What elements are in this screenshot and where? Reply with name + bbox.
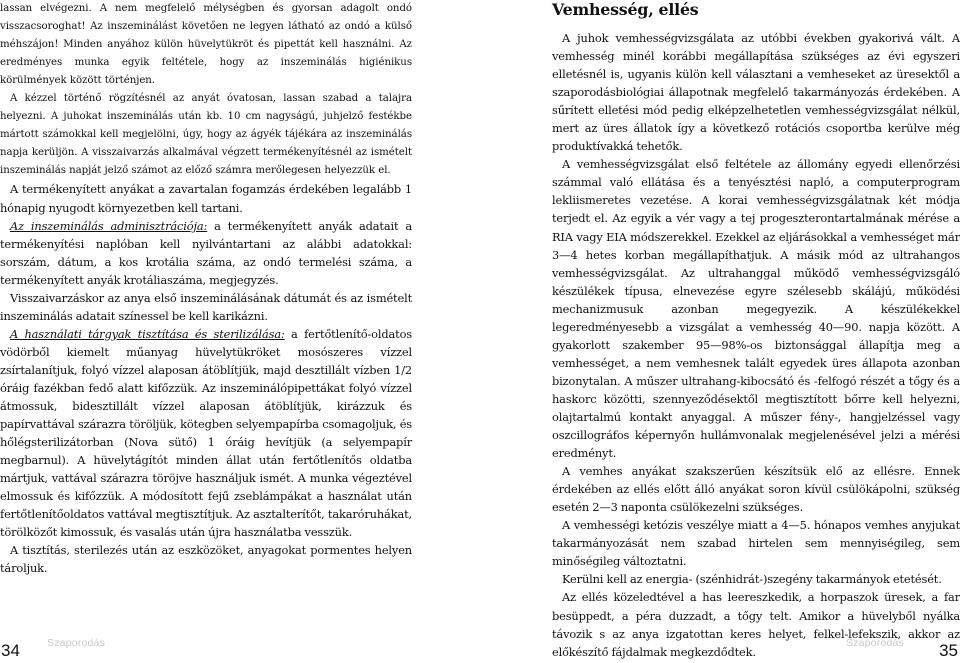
right-paragraph-2: A vemhességvizsgálat első feltétele az állomány egyedi ellenőrzési számmal való ellátása és a tenyésztési napló, a computerprogram lekliismeretes vezetése. A korai vemhességvizsgálatnak két módja terjedt el. Az egyik a vér vagy a tej progeszterontartalmának mérése a RIA vagy EIA módszerekkel. Ezekkel az eljárásokkal a vemhességet már 3—4 hetes korban megállapíthatjuk. A másik mód az ultrahangos vemhességvizsgálat. Az ultrahanggal működő vemhességvizsgáló készülékek típusa, elnevezése egyre szélesebb skálájú, működési mechanizmusuk azonban megegyezik. A készülékekkel legeredményesebb a vizsgálat a vemhesség 40—90. napja között. A gyakorlott szakember 95—98%-os biztonsággal állapítja meg a vemhességet, a nem vemhesnek talált egyedek üres állapota azonban bizonytalan. A műszer ultrahang-kibocsátó és -felfogó részét a tőgy és a haskorc közötti, szennyeződésektől megtisztított bőrre kell helyezni, olajtartalmú kontakt anyaggal. A műszer fény-, hangjelzéssel vagy oszcillográfos képernyőn hullámvonalak megjelenésével jelzi a mérési eredményt. — [552, 157, 960, 461]
left-paragraph-2: A kézzel történő rögzítésnél az anyát óvatosan, lassan szabad a talajra helyezni. A juhokat inszeminálás után kb. 10 cm nagyságú, juhjelző festékbe mártott számokkal kell megjelölni, úgy, hogy az ágyék tájékára az inszeminálás napja kerüljön. A visszaivarzás alkalmával végzett termékenyítésnél az ismételt inszeminálás napját jelző számot az előző számra merőlegesen helyezzük el. — [0, 93, 412, 177]
running-head-left: Szaporodás — [47, 637, 106, 649]
right-paragraph-3: A vemhes anyákat szakszerűen készítsük elő az ellésre. Ennek érdekében az ellés előtt álló anyákat soron kívül csülökápolni, szükség esetén 2—3 naponta csülökezelni szükséges. — [552, 464, 960, 515]
left-paragraph-5: Visszaivarzáskor az anya első inszeminálásának dátumát és az ismételt inszeminálás adatait színessel be kell karikázni. — [0, 290, 412, 323]
right-paragraph-5: Kerülni kell az energia- (szénhidrát-)szegény takarmányok etetését. — [562, 572, 942, 587]
left-paragraph-1: lassan elvégezni. A nem megfelelő mélységben és gyorsan adagolt ondó visszacsoroghat! Az inszeminálást követően ne legyen látható az ondó a külső méhszájon! Minden anyához külön hüvelytükröt és pipettát kell használni. Az eredményes munka egyik feltétele, hogy az inszeminálás higiénikus körülmények között történjen. — [0, 3, 412, 87]
section-heading: Vemhesség, ellés — [552, 0, 699, 19]
right-paragraph-1: A juhok vemhességvizsgálata az utóbbi években gyakorivá vált. A vemhesség minél korábbi megállapítása szükséges az évi egyszeri elletésnél is, ugyanis külön kell választani a vemheseket az üresektől a szaporodásbiológiai állapotnak megfelelő takarmányozás érdekében. A sűrített elletési mód pedig elképzelhetetlen vemhességvizsgálat nélkül, mert az üres állatok így a következő rotációs csoportba kerülve még produktívakká tehetők. — [552, 31, 960, 154]
page-number-right: 35 — [939, 641, 958, 660]
page-number-left: 34 — [1, 641, 20, 660]
paragraph-lead-administration: Az inszeminálás adminisztrációja: — [10, 218, 208, 233]
left-paragraph-4 — [0, 217, 412, 289]
left-paragraph-7: A tisztítás, sterilezés után az eszközöket, anyagokat pormentes helyen tároljuk. — [0, 543, 412, 576]
paragraph-lead-sterilization: A használati tárgyak tisztítása és sterilizálása: — [10, 326, 285, 341]
right-page-text — [552, 0, 960, 661]
right-paragraph-6: Az ellés közeledtével a has leereszkedik, a horpaszok üresek, a far besüppedt, a péra duzzadt, a tőgy telt. Amikor a hüvelyből nyálka távozik s az anya izgatottan keres helyet, felkel-lefekszik, akkor az előkészítő fájdalmak megkezdődtek. — [552, 590, 960, 659]
left-paragraph-3: A termékenyített anyákat a zavartalan fogamzás érdekében legalább 1 hónapig nyugodt környezetben kell tartani. — [0, 182, 412, 215]
paragraph-body: a fertőtlenítő-oldatos vödörből kiemelt műanyag hüvelytükröket mosószeres vízzel zsírtalanítjuk, folyó vízzel alaposan átöblítjük, majd desztillált vízben 1/2 óráig fazékban fedő alatt kifőzzük. Az inszeminálópipettákat folyó vízzel átmossuk, bidesztillált vízzel alaposan átöblítjük, kirázzuk és papírvattával szárazra töröljük, kötegben selyempapírba csomagoljuk, és hőlégsterilizátorban (Nova sütő) 1 óráig hevítjük (a selyempapír megbarnul). A hüvelytágítót minden állat után fertőtlenítős oldatba mártjuk, vattával szárazra töröjve használjuk ismét. A munka végeztével elmossuk és kifőzzük. A módosított fejű zseblámpákat a használat után fertőtlenítőoldatos vattával megtisztítjuk. Az asztalterítőt, takaróruhákat, törölközőt kimossuk, és vasalás után újra használatba vesszük. — [0, 326, 412, 540]
paragraph-body: a termékenyített anyák adatait a termékenyítési naplóban kell nyilvántartani az alábbi adatokkal: sorszám, dátum, a kos krotália száma, az ondó termelési száma, a termékenyített anyák krotáliaszáma, megjegyzés. — [0, 218, 413, 287]
left-page-text — [0, 0, 412, 578]
left-paragraph-6 — [0, 325, 412, 542]
running-head-right: Szaporodás — [845, 637, 904, 649]
right-paragraph-4: A vemhességi ketózis veszélye miatt a 4—5. hónapos vemhes anyjukat takarmányozását nem szabad hirtelen sem mennyiségileg, sem minőségileg változtatni. — [552, 518, 960, 569]
